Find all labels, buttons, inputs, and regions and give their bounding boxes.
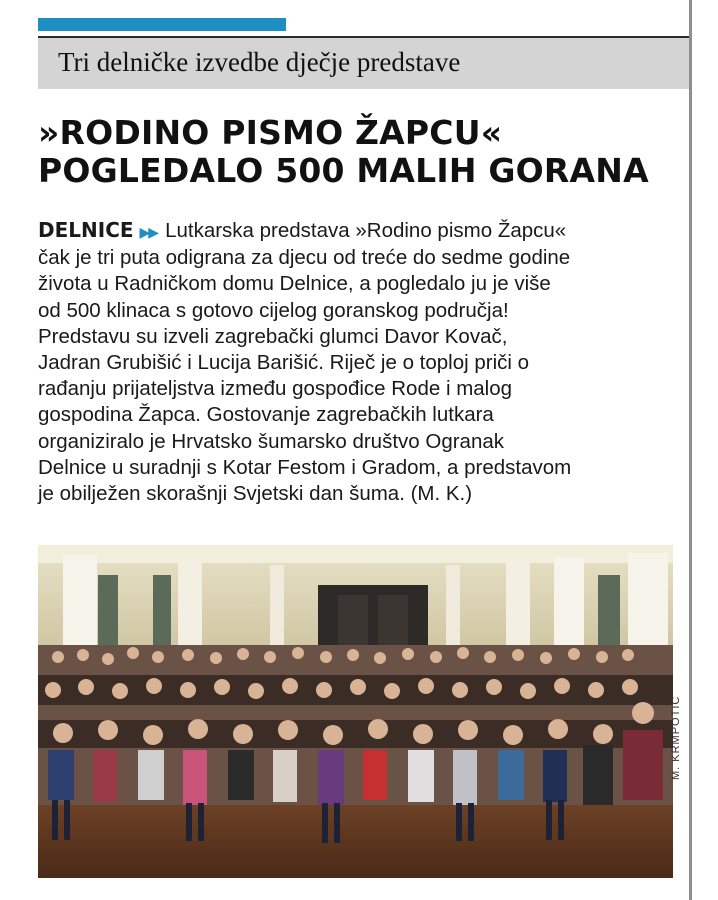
photo-credit: M. KRMPOTIĆ xyxy=(670,695,682,780)
article-body xyxy=(38,217,684,507)
body-line: Predstavu su izveli zagrebački glumci Davor Kovač, xyxy=(38,324,508,348)
headline-line-1: »RODINO PISMO ŽAPCU« xyxy=(38,113,503,152)
body-line: DELNICE ▶▶ Lutkarska predstava »Rodino pismo Žapcu« xyxy=(38,218,567,242)
article-headline xyxy=(38,114,688,190)
body-line: od 500 klinaca s gotovo cijelog goranskog područja! xyxy=(38,298,509,322)
double-chevron-icon: ▶▶ xyxy=(139,224,158,240)
page-edge-rule xyxy=(689,0,692,900)
body-line: čak je tri puta odigrana za djecu od treće do sedme godine xyxy=(38,246,571,270)
body-line: gospodina Žapca. Gostovanje zagrebačkih lutkara xyxy=(38,403,494,427)
section-accent-bar xyxy=(38,18,286,31)
dateline: DELNICE xyxy=(38,218,134,242)
article-kicker: Tri delničke izvedbe dječje predstave xyxy=(58,47,461,77)
body-line: organiziralo je Hrvatsko šumarsko društvo Ogranak xyxy=(38,429,504,453)
body-line: rađanju prijateljstva između gospođice Rode i malog xyxy=(38,377,513,401)
body-line: Delnice u suradnji s Kotar Festom i Gradom, a predstavom xyxy=(38,455,572,479)
headline-line-2: POGLEDALO 500 MALIH GORANA xyxy=(38,151,649,190)
kicker-bar xyxy=(38,36,689,89)
body-line: života u Radničkom domu Delnice, a pogledalo ju je više xyxy=(38,272,551,296)
audience-photo xyxy=(38,545,673,878)
body-line: je obilježen skorašnji Svjetski dan šuma. (M. K.) xyxy=(38,482,473,506)
body-line: Jadran Grubišić i Lucija Barišić. Riječ je o toploj priči o xyxy=(38,351,530,375)
